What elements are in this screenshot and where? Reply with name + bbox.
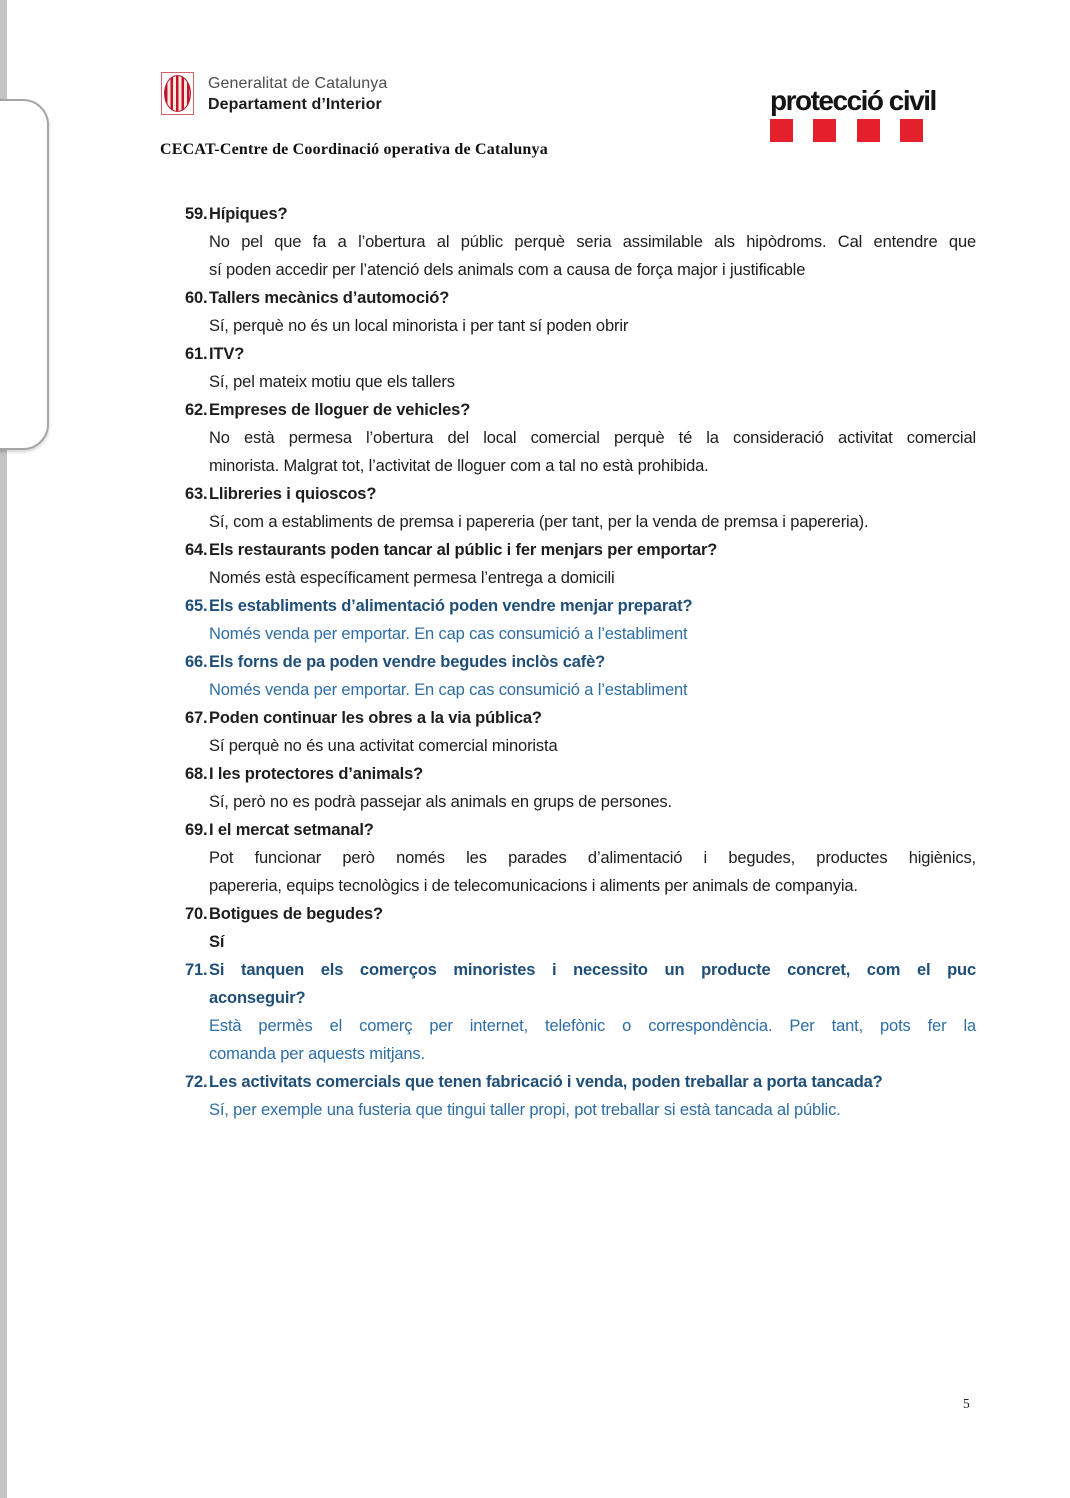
question-text: Poden continuar les obres a la via pública? [209,709,542,727]
answer-text: Sí perquè no és una activitat comercial minorista [209,737,558,755]
question-number: 68. [185,765,208,783]
question-text: Hípiques? [209,205,288,223]
question-text: Empreses de lloguer de vehicles? [209,401,471,419]
question-number: 62. [185,401,208,419]
question-text: I el mercat setmanal? [209,821,374,839]
generalitat-line1: Generalitat de Catalunya [208,75,388,92]
faq-item-60 [185,284,976,340]
cecat-title: CECAT-Centre de Coordinació operativa de Catalunya [160,141,548,158]
proteccio-civil-squares [770,119,923,142]
faq-item-68 [185,760,976,816]
generalitat-text [208,71,387,116]
question-number: 72. [185,1073,208,1091]
question-text: Les activitats comercials que tenen fabricació i venda, poden treballar a porta tancada? [209,1073,883,1091]
answer-text [209,424,976,480]
page-edge-tab [0,99,49,450]
answer-text-line: No pel que fa a l’obertura al públic perquè seria assimilable als hipòdroms. Cal entendre que [209,233,976,251]
answer-text: Sí, pel mateix motiu que els tallers [209,373,455,391]
question-number: 65. [185,597,208,615]
generalitat-line2: Departament d’Interior [208,96,382,113]
question-number: 67. [185,709,208,727]
answer-text: Sí [209,933,225,951]
answer-text: Només està específicament permesa l’entrega a domicili [209,569,615,587]
page-number: 5 [963,1396,970,1411]
question-number: 59. [185,205,208,223]
answer-text-line: comanda per aquests mitjans. [209,1045,425,1063]
question-number: 70. [185,905,208,923]
proteccio-civil-logo [770,85,936,142]
question-text [209,956,976,1012]
answer-text-line: Pot funcionar però només les parades d’alimentació i begudes, productes higiènics, [209,849,976,867]
generalitat-header [160,71,387,116]
answer-text: Sí, com a establiments de premsa i papereria (per tant, per la venda de premsa i papereria). [209,513,869,531]
question-number: 60. [185,289,208,307]
question-number: 71. [185,961,208,979]
faq-item-71 [185,956,976,1068]
answer-text: Sí, però no es podrà passejar als animals en grups de persones. [209,793,672,811]
question-text: Tallers mecànics d’automoció? [209,289,450,307]
question-number: 69. [185,821,208,839]
shield-stripes [164,75,191,112]
faq-item-63 [185,480,976,536]
question-text-line: aconseguir? [209,989,306,1007]
answer-text-line: sí poden accedir per l’atenció dels animals com a causa de força major i justificable [209,261,806,279]
faq-item-62 [185,396,976,480]
answer-text: Només venda per emportar. En cap cas consumició a l’establiment [209,681,688,699]
proteccio-civil-wordmark: protecció civil [770,85,936,116]
question-text: Els establiments d’alimentació poden vendre menjar preparat? [209,597,693,615]
question-text: Llibreries i quioscos? [209,485,377,503]
faq-item-64 [185,536,976,592]
answer-text [209,1012,976,1068]
answer-text [209,844,976,900]
question-text: Els forns de pa poden vendre begudes inclòs cafè? [209,653,606,671]
question-text: ITV? [209,345,245,363]
answer-text-line: papereria, equips tecnològics i de telecomunicacions i aliments per animals de companyia. [209,877,858,895]
logo-red-square [813,119,836,142]
faq-item-72 [185,1068,976,1124]
logo-red-square [770,119,793,142]
answer-text-line: Està permès el comerç per internet, telefònic o correspondència. Per tant, pots fer la [209,1017,976,1035]
question-number: 64. [185,541,208,559]
faq-item-67 [185,704,976,760]
faq-list [185,200,976,1124]
faq-item-66 [185,648,976,704]
answer-text-line: No està permesa l’obertura del local comercial perquè té la consideració activitat comercial [209,429,976,447]
logo-red-square [857,119,880,142]
faq-item-61 [185,340,976,396]
generalitat-shield-icon [160,71,195,116]
faq-item-59 [185,200,976,284]
question-number: 66. [185,653,208,671]
answer-text: Només venda per emportar. En cap cas consumició a l’establiment [209,625,688,643]
question-text: Els restaurants poden tancar al públic i fer menjars per emportar? [209,541,718,559]
question-text: I les protectores d’animals? [209,765,424,783]
question-number: 63. [185,485,208,503]
faq-item-70 [185,900,976,956]
answer-text: Sí, perquè no és un local minorista i per tant sí poden obrir [209,317,629,335]
answer-text: Sí, per exemple una fusteria que tingui taller propi, pot treballar si està tancada al públic. [209,1101,841,1119]
answer-text [209,228,976,284]
faq-item-65 [185,592,976,648]
question-text-line: Si tanquen els comerços minoristes i necessito un producte concret, com el puc [209,961,976,979]
answer-text-line: minorista. Malgrat tot, l’activitat de lloguer com a tal no està prohibida. [209,457,709,475]
question-text: Botigues de begudes? [209,905,383,923]
logo-red-square [900,119,923,142]
faq-item-69 [185,816,976,900]
question-number: 61. [185,345,208,363]
